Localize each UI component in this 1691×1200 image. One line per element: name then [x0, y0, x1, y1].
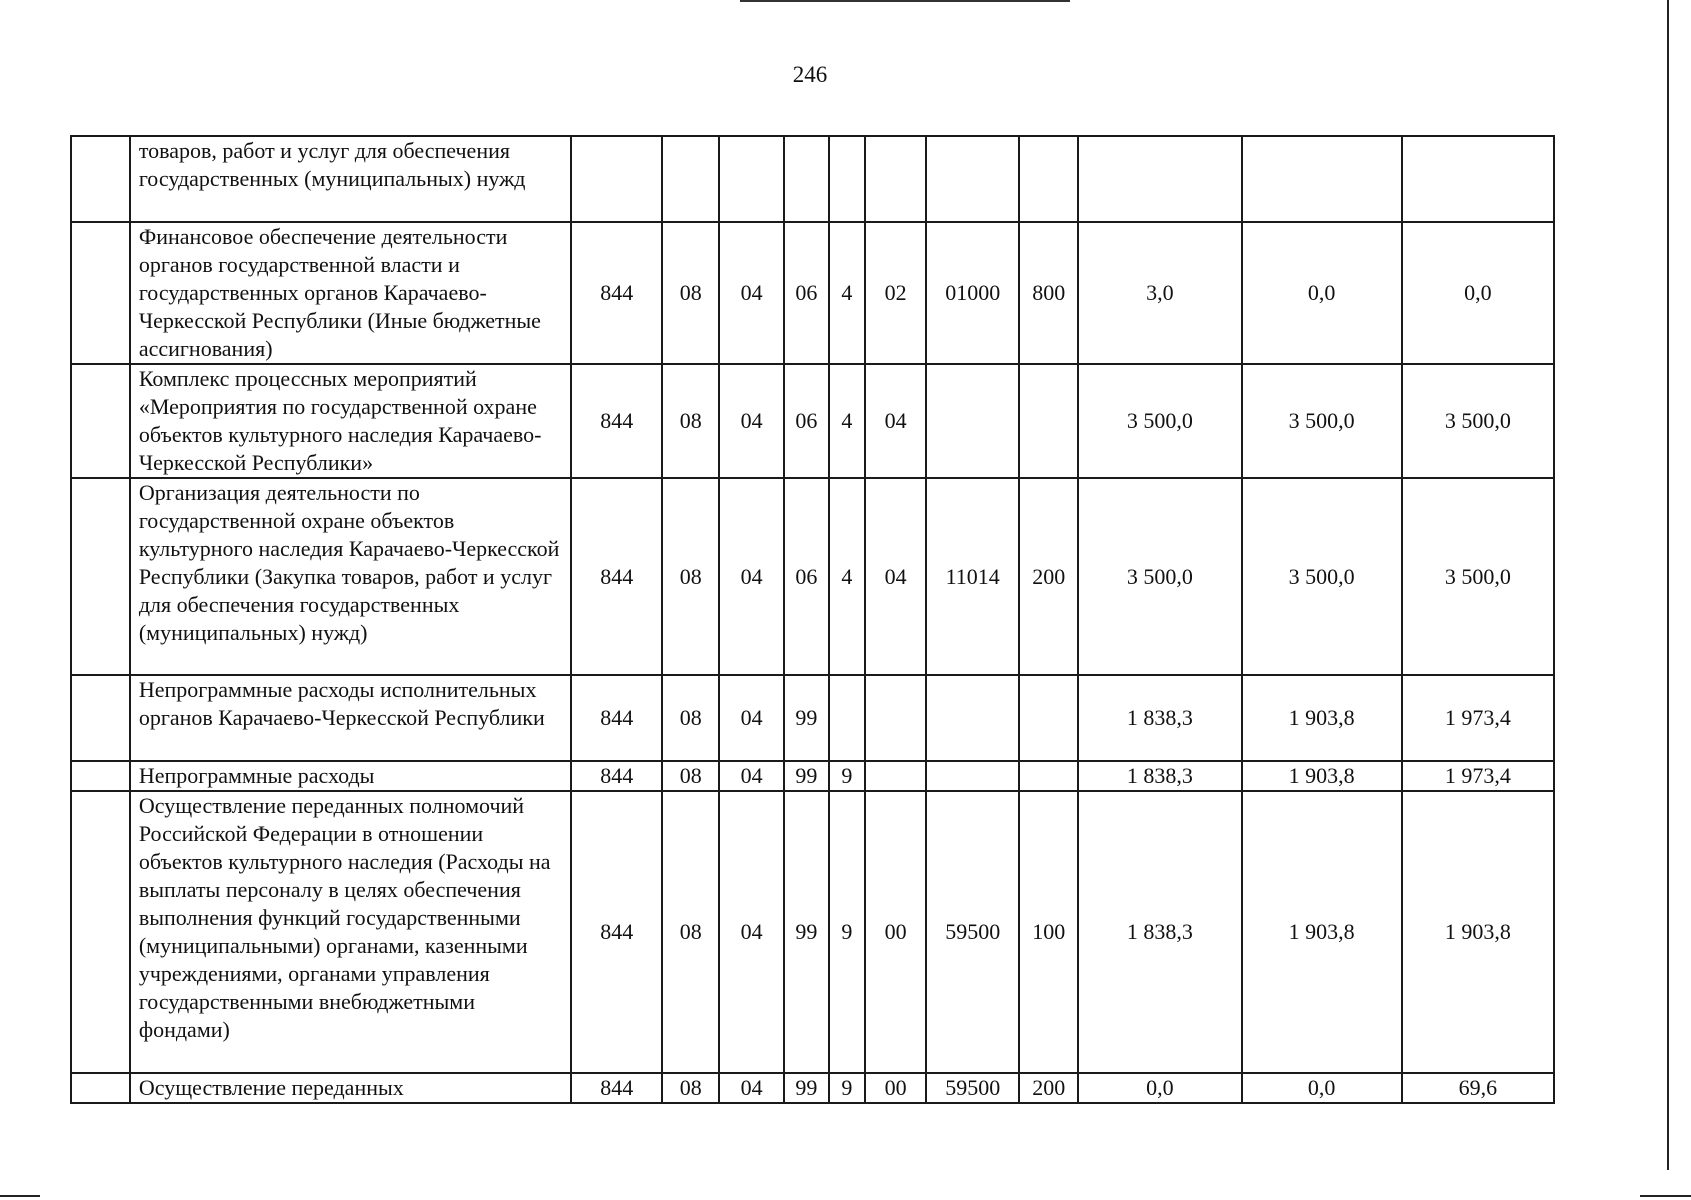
cell-subsection	[719, 136, 784, 222]
cell-amount-year-3: 3 500,0	[1402, 478, 1554, 675]
row-index-cell	[71, 478, 130, 675]
cell-structural-element	[865, 675, 926, 761]
cell-amount-year-2: 3 500,0	[1242, 364, 1402, 478]
table-row	[71, 791, 1554, 1073]
row-description: товаров, работ и услуг для обеспечения государственных (муниципальных) нужд	[130, 136, 571, 222]
cell-program-type: 4	[829, 478, 866, 675]
cell-subsection: 04	[719, 675, 784, 761]
cell-structural-element: 02	[865, 222, 926, 364]
cell-amount-year-2: 0,0	[1242, 1073, 1402, 1103]
cell-structural-element: 04	[865, 364, 926, 478]
budget-table	[70, 135, 1555, 1104]
cell-amount-year-2: 1 903,8	[1242, 761, 1402, 791]
cell-program-type	[829, 136, 866, 222]
table-row	[71, 136, 1554, 222]
cell-ministry-code: 844	[571, 222, 662, 364]
cell-program: 06	[784, 478, 829, 675]
row-index-cell	[71, 675, 130, 761]
cell-amount-year-2: 1 903,8	[1242, 675, 1402, 761]
cell-amount-year-2: 0,0	[1242, 222, 1402, 364]
cell-amount-year-2: 1 903,8	[1242, 791, 1402, 1073]
row-description: Непрограммные расходы	[130, 761, 571, 791]
cell-program-type: 9	[829, 1073, 866, 1103]
cell-section	[662, 136, 719, 222]
table-row	[71, 1073, 1554, 1103]
row-description: Осуществление переданных	[130, 1073, 571, 1103]
cell-direction: 59500	[926, 1073, 1019, 1103]
cell-expense-type	[1019, 675, 1078, 761]
cell-program: 06	[784, 364, 829, 478]
table-row	[71, 478, 1554, 675]
cell-expense-type: 100	[1019, 791, 1078, 1073]
cell-amount-year-2: 3 500,0	[1242, 478, 1402, 675]
cell-direction: 01000	[926, 222, 1019, 364]
cell-subsection: 04	[719, 222, 784, 364]
cell-structural-element	[865, 761, 926, 791]
cell-amount-year-1: 0,0	[1078, 1073, 1241, 1103]
cell-ministry-code: 844	[571, 791, 662, 1073]
cell-subsection: 04	[719, 478, 784, 675]
row-index-cell	[71, 136, 130, 222]
cell-section: 08	[662, 791, 719, 1073]
cell-amount-year-1: 3,0	[1078, 222, 1241, 364]
cell-amount-year-1: 1 838,3	[1078, 761, 1241, 791]
row-index-cell	[71, 1073, 130, 1103]
row-index-cell	[71, 222, 130, 364]
cell-structural-element	[865, 136, 926, 222]
page-number: 246	[792, 62, 828, 87]
cell-ministry-code: 844	[571, 675, 662, 761]
scan-artifact-bottom-right	[1640, 1195, 1691, 1197]
row-index-cell	[71, 364, 130, 478]
cell-amount-year-1: 1 838,3	[1078, 791, 1241, 1073]
cell-amount-year-3: 1 903,8	[1402, 791, 1554, 1073]
cell-program: 99	[784, 675, 829, 761]
cell-section: 08	[662, 364, 719, 478]
cell-amount-year-3: 0,0	[1402, 222, 1554, 364]
cell-amount-year-3: 1 973,4	[1402, 675, 1554, 761]
scan-artifact-top	[740, 0, 1070, 2]
table-row	[71, 364, 1554, 478]
cell-subsection: 04	[719, 791, 784, 1073]
cell-program: 99	[784, 1073, 829, 1103]
cell-program: 99	[784, 791, 829, 1073]
row-description: Осуществление переданных полномочий Российской Федерации в отношении объектов культурного наследия (Расходы на выплаты персоналу в целях обеспечения выполнения функций государственными (муниципальными) органами, казенными учреждениями, органами управления государственными внебюджетными фондами)	[130, 791, 571, 1073]
cell-expense-type	[1019, 761, 1078, 791]
cell-expense-type: 800	[1019, 222, 1078, 364]
cell-amount-year-1: 3 500,0	[1078, 364, 1241, 478]
cell-program: 06	[784, 222, 829, 364]
cell-amount-year-3: 1 973,4	[1402, 761, 1554, 791]
cell-direction	[926, 136, 1019, 222]
cell-direction	[926, 761, 1019, 791]
cell-section: 08	[662, 675, 719, 761]
cell-program-type	[829, 675, 866, 761]
row-description: Непрограммные расходы исполнительных органов Карачаево-Черкесской Республики	[130, 675, 571, 761]
cell-program	[784, 136, 829, 222]
cell-ministry-code: 844	[571, 478, 662, 675]
cell-program-type: 9	[829, 761, 866, 791]
cell-expense-type	[1019, 136, 1078, 222]
cell-program: 99	[784, 761, 829, 791]
table-body	[71, 136, 1554, 1103]
scan-artifact-bottom-left	[0, 1195, 40, 1197]
cell-amount-year-3	[1402, 136, 1554, 222]
cell-section: 08	[662, 761, 719, 791]
cell-amount-year-3: 3 500,0	[1402, 364, 1554, 478]
cell-program-type: 4	[829, 222, 866, 364]
cell-structural-element: 00	[865, 791, 926, 1073]
cell-program-type: 4	[829, 364, 866, 478]
cell-section: 08	[662, 222, 719, 364]
cell-ministry-code: 844	[571, 1073, 662, 1103]
scan-artifact-right	[1667, 0, 1669, 1170]
table-row	[71, 675, 1554, 761]
table-row	[71, 761, 1554, 791]
cell-amount-year-1	[1078, 136, 1241, 222]
cell-expense-type: 200	[1019, 1073, 1078, 1103]
row-description: Комплекс процессных мероприятий «Мероприятия по государственной охране объектов культурного наследия Карачаево-Черкесской Республики»	[130, 364, 571, 478]
row-index-cell	[71, 791, 130, 1073]
cell-structural-element: 00	[865, 1073, 926, 1103]
cell-program-type: 9	[829, 791, 866, 1073]
cell-subsection: 04	[719, 761, 784, 791]
cell-direction: 59500	[926, 791, 1019, 1073]
cell-direction	[926, 675, 1019, 761]
cell-amount-year-3: 69,6	[1402, 1073, 1554, 1103]
row-description: Организация деятельности по государственной охране объектов культурного наследия Карачаево-Черкесской Республики (Закупка товаров, работ и услуг для обеспечения государственных (муниципальных) нужд)	[130, 478, 571, 675]
cell-ministry-code: 844	[571, 761, 662, 791]
cell-amount-year-1: 3 500,0	[1078, 478, 1241, 675]
cell-section: 08	[662, 478, 719, 675]
cell-direction	[926, 364, 1019, 478]
cell-amount-year-2	[1242, 136, 1402, 222]
cell-amount-year-1: 1 838,3	[1078, 675, 1241, 761]
table-row	[71, 222, 1554, 364]
cell-ministry-code: 844	[571, 364, 662, 478]
row-description: Финансовое обеспечение деятельности органов государственной власти и государственных органов Карачаево-Черкесской Республики (Иные бюджетные ассигнования)	[130, 222, 571, 364]
cell-section: 08	[662, 1073, 719, 1103]
cell-expense-type	[1019, 364, 1078, 478]
row-index-cell	[71, 761, 130, 791]
cell-expense-type: 200	[1019, 478, 1078, 675]
cell-direction: 11014	[926, 478, 1019, 675]
cell-ministry-code	[571, 136, 662, 222]
cell-subsection: 04	[719, 364, 784, 478]
cell-subsection: 04	[719, 1073, 784, 1103]
cell-structural-element: 04	[865, 478, 926, 675]
